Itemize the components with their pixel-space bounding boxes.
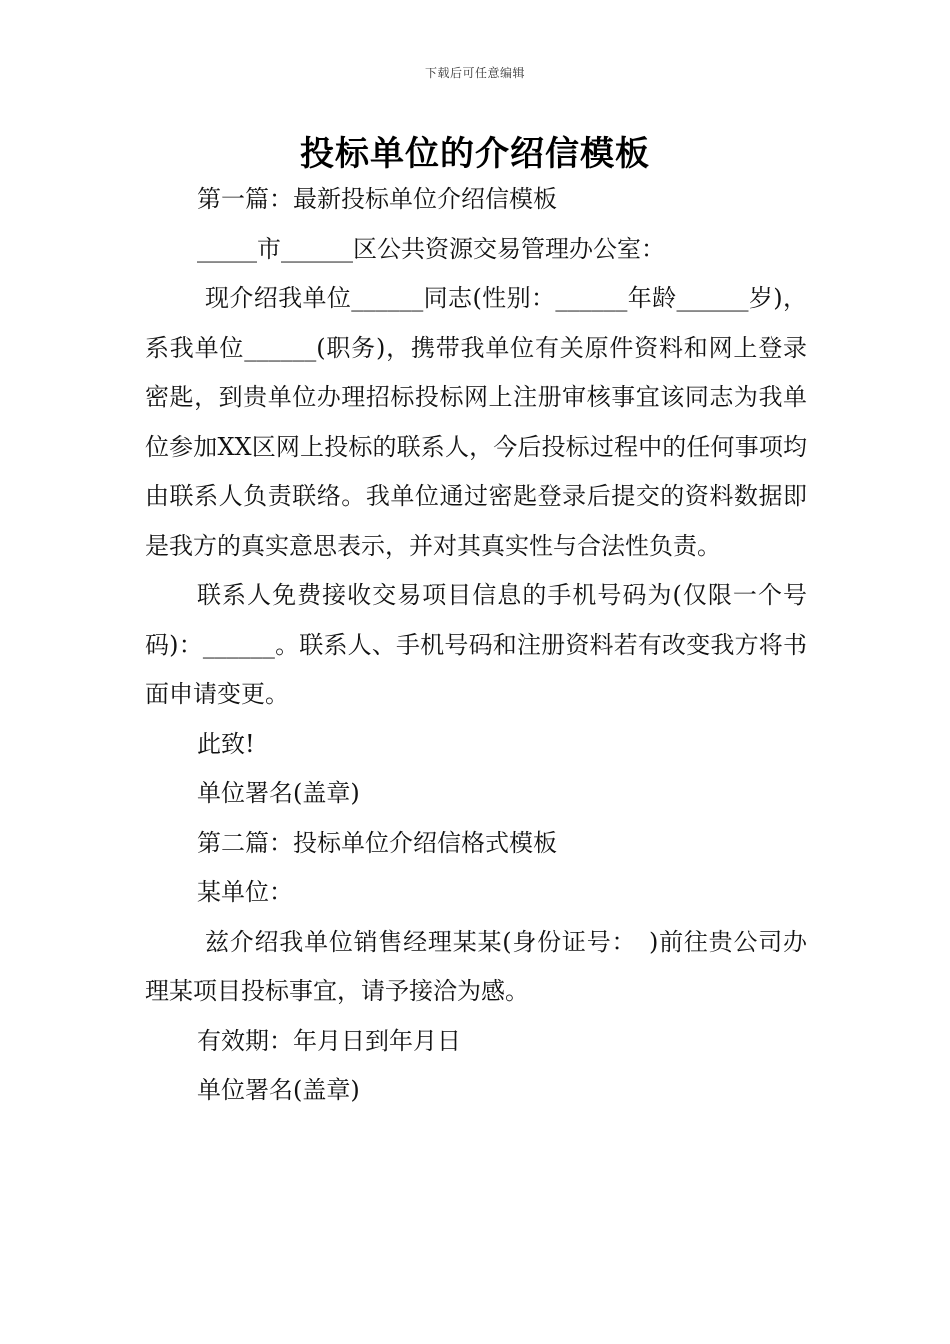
- recipient-line: _____市______区公共资源交易管理办公室：: [197, 234, 665, 263]
- document-body: [145, 175, 807, 1116]
- introduction-paragraph-2: 兹介绍我单位销售经理某某(身份证号： )前往贵公司办理某项目投标事宜，请予接洽为感。: [145, 927, 807, 1005]
- closing-salutation: 此致!: [197, 729, 255, 758]
- document-title: 投标单位的介绍信模板: [300, 134, 650, 174]
- section-heading-1: 第一篇：最新投标单位介绍信模板: [197, 185, 557, 213]
- section-heading-2: 第二篇：投标单位介绍信格式模板: [197, 828, 557, 857]
- signature-line-1: 单位署名(盖章): [197, 779, 360, 807]
- signature-line-2: 单位署名(盖章): [197, 1076, 360, 1104]
- contact-paragraph: 联系人免费接收交易项目信息的手机号码为(仅限一个号码)：______。联系人、手机号码和注册资料若有改变我方将书面申请变更。: [145, 581, 807, 708]
- validity-line: 有效期：年月日到年月日: [197, 1026, 461, 1055]
- page-header: 下载后可任意编辑: [424, 66, 525, 80]
- recipient-line-2: 某单位：: [197, 878, 293, 906]
- introduction-paragraph: 现介绍我单位______同志(性别：______年龄______岁)，系我单位______(职务)，携带我单位有关原件资料和网上登录密匙，到贵单位办理招标投标网上注册审核事宜该同志为我单位参加XX区网上投标的联系人，今后投标过程中的任何事项均由联系人负责联络。我单位通过密匙登录后提交的资料数据即是我方的真实意思表示，并对其真实性与合法性负责。: [145, 284, 807, 560]
